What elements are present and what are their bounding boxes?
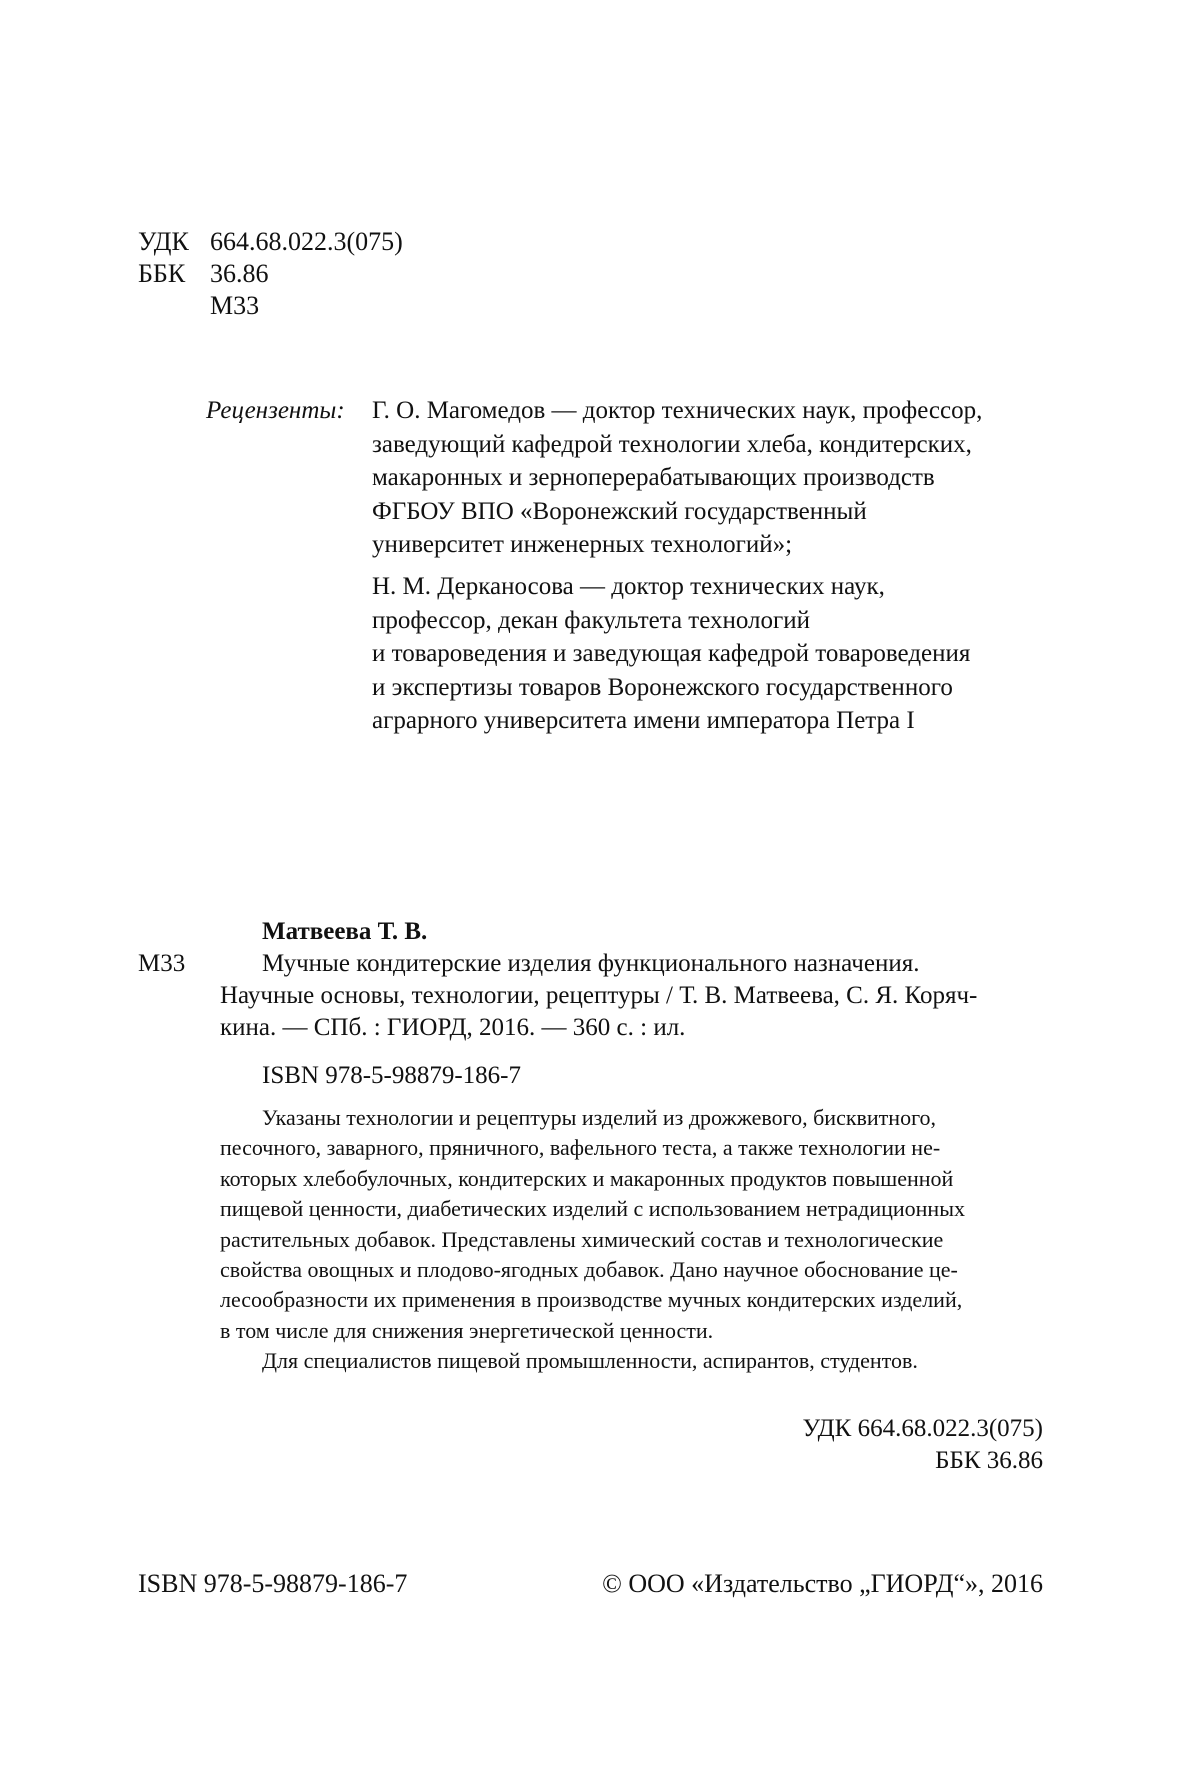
reviewer-line: Н. М. Дерканосова — доктор технических наук, xyxy=(372,573,885,600)
bib-isbn: ISBN 978-5-98879-186-7 xyxy=(262,1062,522,1089)
bib-description-line: Мучные кондитерские изделия функционального назначения. xyxy=(262,950,920,977)
udk-label: УДК xyxy=(138,227,189,256)
bbk-bottom: ББК 36.86 xyxy=(935,1447,1043,1474)
reviewer-line: профессор, декан факультета технологий xyxy=(372,606,811,634)
reviewer-line: заведующий кафедрой технологии хлеба, кондитерских, xyxy=(372,430,972,458)
footer-copyright: © ООО «Издательство „ГИОРД“», 2016 xyxy=(602,1569,1043,1598)
reviewer-line: ФГБОУ ВПО «Воронежский государственный xyxy=(372,497,867,525)
bbk-label: ББК xyxy=(138,259,186,288)
bib-description-line: Научные основы, технологии, рецептуры / Т. В. Матвеева, С. Я. Коряч- xyxy=(220,982,978,1009)
abstract-line: которых хлебобулочных, кондитерских и макаронных продуктов повышенной xyxy=(220,1165,954,1191)
bib-description xyxy=(220,948,1050,1044)
reviewer-line: Г. О. Магомедов — доктор технических наук, профессор, xyxy=(372,397,983,424)
abstract-line: свойства овощных и плодово-ягодных добавок. Дано научное обоснование це- xyxy=(220,1257,958,1283)
author-code-top: М33 xyxy=(210,291,260,320)
udk-value: 664.68.022.3(075) xyxy=(210,227,403,256)
reviewer-line: макаронных и зерноперерабатывающих производств xyxy=(372,464,935,491)
abstract-line: пищевой ценности, диабетических изделий с использованием нетрадиционных xyxy=(220,1196,965,1222)
bib-author-code: М33 xyxy=(138,950,186,977)
reviewer-line: и экспертизы товаров Воронежского государственного xyxy=(372,673,953,701)
abstract xyxy=(220,1103,1050,1377)
bib-description-line: кина. — СПб. : ГИОРД, 2016. — 360 с. : ил. xyxy=(220,1014,686,1041)
abstract-line: песочного, заварного, пряничного, вафельного теста, а также технологии не- xyxy=(220,1135,941,1161)
footer-isbn: ISBN 978-5-98879-186-7 xyxy=(138,1569,408,1598)
reviewer-line: аграрного университета имени императора Петра I xyxy=(372,707,915,734)
abstract-line: лесообразности их применения в производстве мучных кондитерских изделий, xyxy=(220,1287,963,1313)
abstract-line: растительных добавок. Представлены химический состав и технологические xyxy=(220,1226,944,1252)
abstract-line: в том числе для снижения энергетической ценности. xyxy=(220,1317,714,1343)
abstract-audience: Для специалистов пищевой промышленности, аспирантов, студентов. xyxy=(262,1348,918,1374)
reviewer-line: и товароведения и заведующая кафедрой товароведения xyxy=(372,640,971,667)
reviewers-label: Рецензенты: xyxy=(206,397,345,424)
bbk-value: 36.86 xyxy=(210,259,269,288)
udk-bottom: УДК 664.68.022.3(075) xyxy=(802,1415,1043,1442)
reviewer-derkanosova xyxy=(372,570,1052,738)
bib-author: Матвеева Т. В. xyxy=(262,918,428,945)
abstract-line: Указаны технологии и рецептуры изделий из дрожжевого, бисквитного, xyxy=(262,1105,937,1130)
reviewer-magomedov xyxy=(372,394,1052,562)
reviewer-line: университет инженерных технологий»; xyxy=(372,531,793,558)
